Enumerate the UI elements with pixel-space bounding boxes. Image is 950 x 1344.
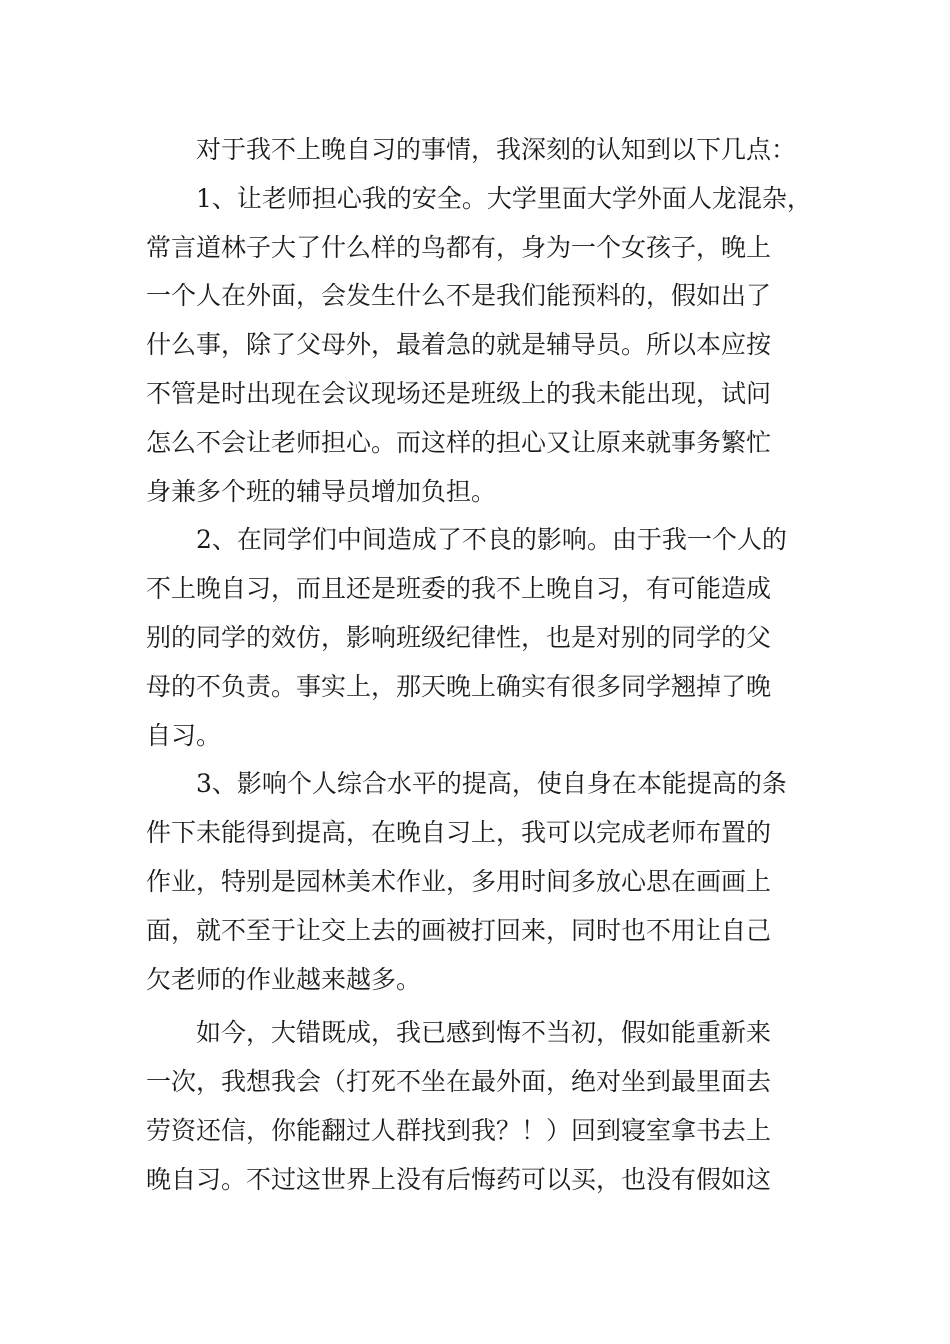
paragraph-2-line: 2、在同学们中间造成了不良的影响。由于我一个人的: [196, 525, 787, 555]
paragraph-2-line: 不上晚自习，而且还是班委的我不上晚自习，有可能造成: [146, 574, 772, 604]
paragraph-1-line: 1、让老师担心我的安全。大学里面大学外面人龙混杂，: [196, 183, 812, 213]
paragraph-1-line: 不管是时出现在会议现场还是班级上的我未能出现，试问: [146, 378, 772, 408]
paragraph-4-line: 劳资还信，你能翻过人群找到我？！）回到寝室拿书去上: [146, 1115, 772, 1145]
paragraph-1-line: 一个人在外面，会发生什么不是我们能预料的，假如出了: [146, 281, 772, 311]
paragraph-2-line: 母的不负责。事实上，那天晚上确实有很多同学翘掉了晚: [146, 671, 772, 701]
paragraph-3-line: 件下未能得到提高，在晚自习上，我可以完成老师布置的: [146, 818, 772, 848]
paragraph-3-line: 面，就不至于让交上去的画被打回来，同时也不用让自己: [146, 915, 772, 945]
paragraph-1-line: 什么事，除了父母外，最着急的就是辅导员。所以本应按: [146, 330, 772, 360]
document-body: [146, 126, 826, 1205]
paragraph-4-line: 如今，大错既成，我已感到悔不当初，假如能重新来: [196, 1018, 772, 1048]
paragraph-3-line: 欠老师的作业越来越多。: [146, 964, 422, 994]
paragraph-3-line: 作业，特别是园林美术作业，多用时间多放心思在画画上: [146, 866, 772, 896]
paragraph-intro-line: 对于我不上晚自习的事情，我深刻的认知到以下几点：: [196, 135, 797, 164]
paragraph-4-line: 一次，我想我会（打死不坐在最外面，绝对坐到最里面去: [146, 1067, 772, 1097]
paragraph-2-line: 别的同学的效仿，影响班级纪律性，也是对别的同学的父: [146, 622, 772, 652]
paragraph-3-line: 3、影响个人综合水平的提高，使自身在本能提高的条: [196, 769, 787, 799]
paragraph-1-line: 怎么不会让老师担心。而这样的担心又让原来就事务繁忙: [146, 427, 772, 457]
paragraph-1-line: 身兼多个班的辅导员增加负担。: [146, 476, 497, 506]
paragraph-2-line: 自习。: [146, 720, 222, 750]
paragraph-1-line: 常言道林子大了什么样的鸟都有，身为一个女孩子，晚上: [146, 232, 772, 262]
paragraph-4-line: 晚自习。不过这世界上没有后悔药可以买，也没有假如这: [146, 1164, 772, 1194]
